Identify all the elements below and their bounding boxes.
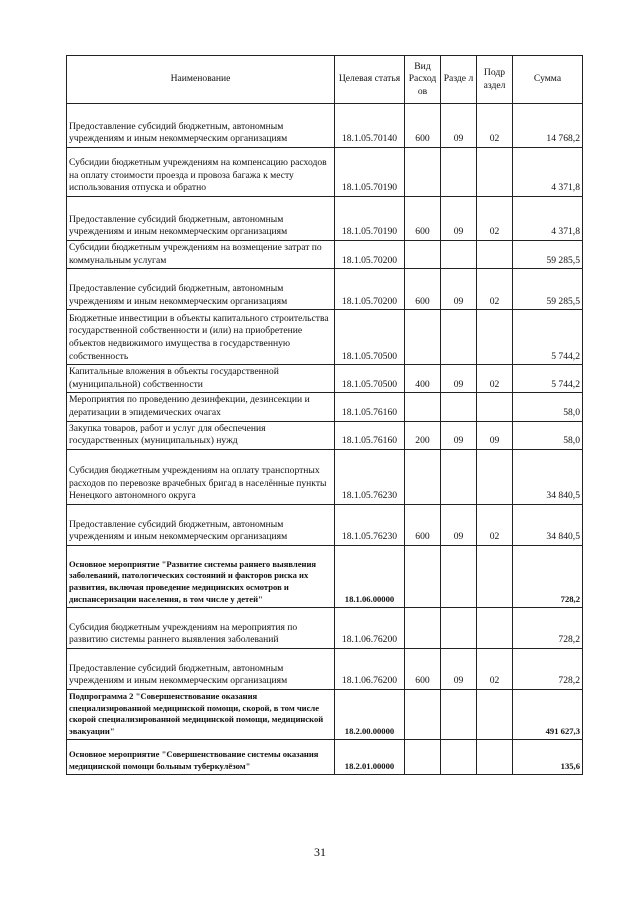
- row-podrazdel: [477, 739, 513, 774]
- row-vid: 600: [405, 504, 441, 545]
- table-body: [67, 104, 583, 775]
- row-name: Капитальные вложения в объекты государственной (муниципальной) собственности: [67, 365, 335, 393]
- row-podrazdel: [477, 148, 513, 197]
- row-vid: 600: [405, 269, 441, 310]
- row-sum: 58,0: [513, 393, 583, 421]
- header-podrazdel: Подр аздел: [477, 56, 513, 104]
- header-name: Наименование: [67, 56, 335, 104]
- table-row: [67, 607, 583, 648]
- row-target: 18.1.05.70190: [335, 197, 405, 241]
- row-sum: 728,2: [513, 648, 583, 689]
- row-target: 18.1.05.76230: [335, 504, 405, 545]
- row-target: 18.1.05.70190: [335, 148, 405, 197]
- row-name: Предоставление субсидий бюджетным, автономным учреждениям и иным некоммерческим организациям: [67, 504, 335, 545]
- row-razdel: [441, 739, 477, 774]
- row-sum: 135,6: [513, 739, 583, 774]
- header-target: Целевая статья: [335, 56, 405, 104]
- row-vid: [405, 241, 441, 269]
- page-number: 31: [314, 845, 326, 859]
- table-row: [67, 310, 583, 365]
- table-row: [67, 365, 583, 393]
- row-podrazdel: [477, 449, 513, 504]
- row-target: 18.1.06.76200: [335, 607, 405, 648]
- table-row: [67, 545, 583, 607]
- table-row: [67, 148, 583, 197]
- row-sum: 491 627,3: [513, 689, 583, 739]
- row-razdel: [441, 148, 477, 197]
- row-target: 18.1.05.76160: [335, 421, 405, 449]
- row-name: Предоставление субсидий бюджетным, автономным учреждениям и иным некоммерческим организациям: [67, 648, 335, 689]
- row-sum: 4 371,8: [513, 197, 583, 241]
- row-razdel: [441, 449, 477, 504]
- row-sum: 5 744,2: [513, 365, 583, 393]
- row-sum: 59 285,5: [513, 241, 583, 269]
- row-sum: 14 768,2: [513, 104, 583, 148]
- row-vid: [405, 393, 441, 421]
- row-name: Субсидия бюджетным учреждениям на оплату транспортных расходов по перевозке врачебных бригад в населённые пункты Ненецкого автономного округа: [67, 449, 335, 504]
- row-podrazdel: 02: [477, 269, 513, 310]
- row-name: Подпрограмма 2 "Совершенствование оказания специализированной медицинской помощи, скорой, в том числе скорой специализированной медицинской помощи, медицинской эвакуации": [67, 689, 335, 739]
- row-razdel: [441, 689, 477, 739]
- table-row: [67, 104, 583, 148]
- row-sum: 728,2: [513, 607, 583, 648]
- row-vid: [405, 607, 441, 648]
- row-vid: [405, 739, 441, 774]
- row-vid: [405, 310, 441, 365]
- row-name: Предоставление субсидий бюджетным, автономным учреждениям и иным некоммерческим организациям: [67, 104, 335, 148]
- table-row: [67, 269, 583, 310]
- row-target: 18.1.05.76230: [335, 449, 405, 504]
- row-vid: [405, 449, 441, 504]
- row-target: 18.1.05.70500: [335, 310, 405, 365]
- row-vid: [405, 545, 441, 607]
- row-name: Основное мероприятие "Совершенствование системы оказания медицинской помощи больным туберкулёзом": [67, 739, 335, 774]
- row-name: Субсидии бюджетным учреждениям на компенсацию расходов на оплату стоимости проезда и провоза багажа к месту использования отпуска и обратно: [67, 148, 335, 197]
- budget-table: [66, 55, 583, 775]
- row-name: Субсидия бюджетным учреждениям на мероприятия по развитию системы раннего выявления заболеваний: [67, 607, 335, 648]
- row-razdel: 09: [441, 648, 477, 689]
- row-name: Предоставление субсидий бюджетным, автономным учреждениям и иным некоммерческим организациям: [67, 197, 335, 241]
- row-podrazdel: 02: [477, 648, 513, 689]
- header-vid: Вид Расход ов: [405, 56, 441, 104]
- row-podrazdel: [477, 310, 513, 365]
- row-sum: 34 840,5: [513, 449, 583, 504]
- row-razdel: 09: [441, 421, 477, 449]
- row-razdel: [441, 241, 477, 269]
- row-razdel: [441, 310, 477, 365]
- table-row: [67, 393, 583, 421]
- row-podrazdel: [477, 393, 513, 421]
- row-podrazdel: 02: [477, 197, 513, 241]
- row-razdel: 09: [441, 504, 477, 545]
- row-target: 18.1.05.76160: [335, 393, 405, 421]
- row-vid: [405, 148, 441, 197]
- row-name: Бюджетные инвестиции в объекты капитального строительства государственной собственности и (или) на приобретение объектов недвижимого имущества в государственную собственность: [67, 310, 335, 365]
- table-row: [67, 504, 583, 545]
- header-summa: Сумма: [513, 56, 583, 104]
- row-name: Основное мероприятие "Развитие системы раннего выявления заболеваний, патологических состояний и факторов риска их развития, включая проведение медицинских осмотров и диспансеризации населения, в том числе у детей": [67, 545, 335, 607]
- table-row: [67, 689, 583, 739]
- row-razdel: 09: [441, 269, 477, 310]
- header-razdel: Разде л: [441, 56, 477, 104]
- row-vid: 400: [405, 365, 441, 393]
- row-sum: 34 840,5: [513, 504, 583, 545]
- row-razdel: 09: [441, 365, 477, 393]
- row-name: Субсидии бюджетным учреждениям на возмещение затрат по коммунальным услугам: [67, 241, 335, 269]
- row-razdel: 09: [441, 197, 477, 241]
- table-row: [67, 648, 583, 689]
- row-vid: 600: [405, 197, 441, 241]
- row-razdel: [441, 545, 477, 607]
- row-sum: 58,0: [513, 421, 583, 449]
- row-razdel: 09: [441, 104, 477, 148]
- row-sum: 728,2: [513, 545, 583, 607]
- row-name: Предоставление субсидий бюджетным, автономным учреждениям и иным некоммерческим организациям: [67, 269, 335, 310]
- row-sum: 4 371,8: [513, 148, 583, 197]
- row-vid: 200: [405, 421, 441, 449]
- row-vid: 600: [405, 104, 441, 148]
- row-target: 18.2.01.00000: [335, 739, 405, 774]
- row-target: 18.1.05.70140: [335, 104, 405, 148]
- row-vid: [405, 689, 441, 739]
- row-podrazdel: 02: [477, 504, 513, 545]
- row-target: 18.1.06.00000: [335, 545, 405, 607]
- row-podrazdel: [477, 241, 513, 269]
- row-target: 18.1.05.70200: [335, 241, 405, 269]
- row-podrazdel: [477, 689, 513, 739]
- row-podrazdel: [477, 545, 513, 607]
- row-podrazdel: 02: [477, 365, 513, 393]
- table-row: [67, 197, 583, 241]
- row-target: 18.1.06.76200: [335, 648, 405, 689]
- header-row: [67, 56, 583, 104]
- row-target: 18.1.05.70200: [335, 269, 405, 310]
- row-target: 18.2.00.00000: [335, 689, 405, 739]
- row-target: 18.1.05.70500: [335, 365, 405, 393]
- row-name: Мероприятия по проведению дезинфекции, дезинсекции и дератизации в эпидемических очагах: [67, 393, 335, 421]
- row-razdel: [441, 607, 477, 648]
- row-podrazdel: 09: [477, 421, 513, 449]
- table-row: [67, 739, 583, 774]
- row-sum: 5 744,2: [513, 310, 583, 365]
- table-row: [67, 449, 583, 504]
- row-podrazdel: 02: [477, 104, 513, 148]
- row-name: Закупка товаров, работ и услуг для обеспечения государственных (муниципальных) нужд: [67, 421, 335, 449]
- table-row: [67, 421, 583, 449]
- row-razdel: [441, 393, 477, 421]
- row-podrazdel: [477, 607, 513, 648]
- row-sum: 59 285,5: [513, 269, 583, 310]
- row-vid: 600: [405, 648, 441, 689]
- table-row: [67, 241, 583, 269]
